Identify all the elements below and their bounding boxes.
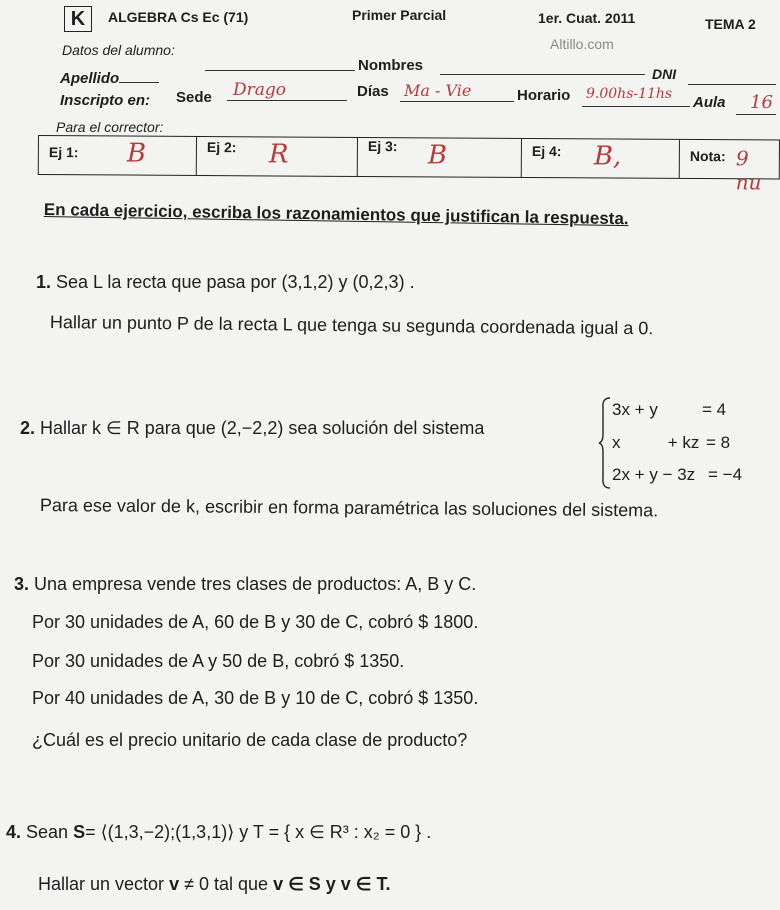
- tema-label: TEMA 2: [705, 16, 756, 32]
- exercise-1-number: 1.: [36, 272, 52, 292]
- grade-cell-ej4[interactable]: Ej 4: B,: [522, 139, 680, 178]
- watermark: Altillo.com: [550, 36, 614, 52]
- exercise-3-line4: Por 40 unidades de A, 30 de B y 10 de C, cobró $ 1350.: [32, 688, 479, 708]
- system-eq-1: 3x + y = 4: [612, 400, 727, 419]
- exercise-3-line1: 3. Una empresa vende tres clases de productos: A, B y C.: [14, 574, 477, 594]
- instruction: En cada ejercicio, escriba los razonamientos que justifican la respuesta.: [43, 200, 629, 229]
- horario-value: 9.00hs-11hs: [586, 86, 673, 102]
- exercise-3-line5: ¿Cuál es el precio unitario de cada clase de producto?: [32, 730, 468, 750]
- exercise-2-number: 2.: [20, 418, 36, 438]
- inscripto-label: Inscripto en:: [60, 92, 151, 109]
- sede-label: Sede: [176, 89, 212, 106]
- grade-cell-ej1[interactable]: Ej 1: B: [39, 136, 197, 175]
- corrector-label: Para el corrector:: [56, 119, 164, 135]
- dni-field[interactable]: [688, 70, 776, 85]
- dias-value: Ma - Vie: [404, 81, 472, 100]
- dni-label: DNI: [652, 66, 677, 82]
- exam-title: Primer Parcial: [352, 7, 447, 23]
- system-eq-2: x + kz = 8: [612, 433, 731, 452]
- apellido-field[interactable]: [119, 68, 159, 83]
- exercise-4-number: 4.: [6, 822, 22, 842]
- apellido-field-extension[interactable]: [205, 56, 355, 71]
- exercise-3-line3: Por 30 unidades de A y 50 de B, cobró $ 1350.: [32, 651, 405, 671]
- grade-table: [38, 135, 780, 195]
- aula-label: Aula: [693, 94, 726, 111]
- exercise-3-line2: Por 30 unidades de A, 60 de B y 30 de C, cobró $ 1800.: [32, 612, 479, 632]
- system-eq-3: 2x + y − 3z = −4: [612, 465, 743, 484]
- sede-field[interactable]: [227, 80, 347, 101]
- nombres-field[interactable]: [440, 60, 645, 75]
- system-brace: [598, 396, 612, 490]
- nombres-label: Nombres: [358, 57, 424, 74]
- exercise-3-number: 3.: [14, 574, 30, 594]
- exercise-4-line2: Hallar un vector v ≠ 0 tal que v ∈ S y v ∈ T.: [38, 874, 391, 894]
- grade-cell-nota[interactable]: Nota: 9 nu: [689, 146, 762, 195]
- horario-field[interactable]: [582, 84, 690, 107]
- exercise-1-line2: Hallar un punto P de la recta L que tenga su segunda coordenada igual a 0.: [49, 312, 654, 339]
- apellido-label: Apellido: [60, 70, 120, 87]
- exercise-2-line1: 2. Hallar k ∈ R para que (2,−2,2) sea solución del sistema: [20, 418, 485, 438]
- grade-cell-ej3[interactable]: Ej 3: B: [358, 138, 522, 177]
- sede-value: Drago: [233, 80, 287, 100]
- dias-label: Días: [357, 83, 389, 100]
- exercise-1-line1: 1. Sea L la recta que pasa por (3,1,2) y (0,2,3) .: [36, 272, 415, 292]
- exam-letter-box: K: [64, 6, 92, 32]
- apellido-row: [60, 68, 159, 87]
- exercise-4-line1: 4. Sean S= ⟨(1,3,−2);(1,3,1)⟩ y T = { x ∈ R³ : x₂ = 0 } .: [6, 822, 432, 842]
- exercise-2-line2: Para ese valor de k, escribir en forma paramétrica las soluciones del sistema.: [39, 495, 659, 521]
- exam-term: 1er. Cuat. 2011: [538, 10, 636, 26]
- course-title: ALGEBRA Cs Ec (71): [108, 9, 249, 25]
- student-section-label: Datos del alumno:: [62, 42, 175, 58]
- aula-field[interactable]: [736, 92, 776, 115]
- dias-field[interactable]: [400, 81, 514, 102]
- aula-value: 16: [750, 92, 773, 113]
- grade-cell-ej2[interactable]: Ej 2: R: [197, 137, 358, 176]
- horario-label: Horario: [517, 87, 571, 104]
